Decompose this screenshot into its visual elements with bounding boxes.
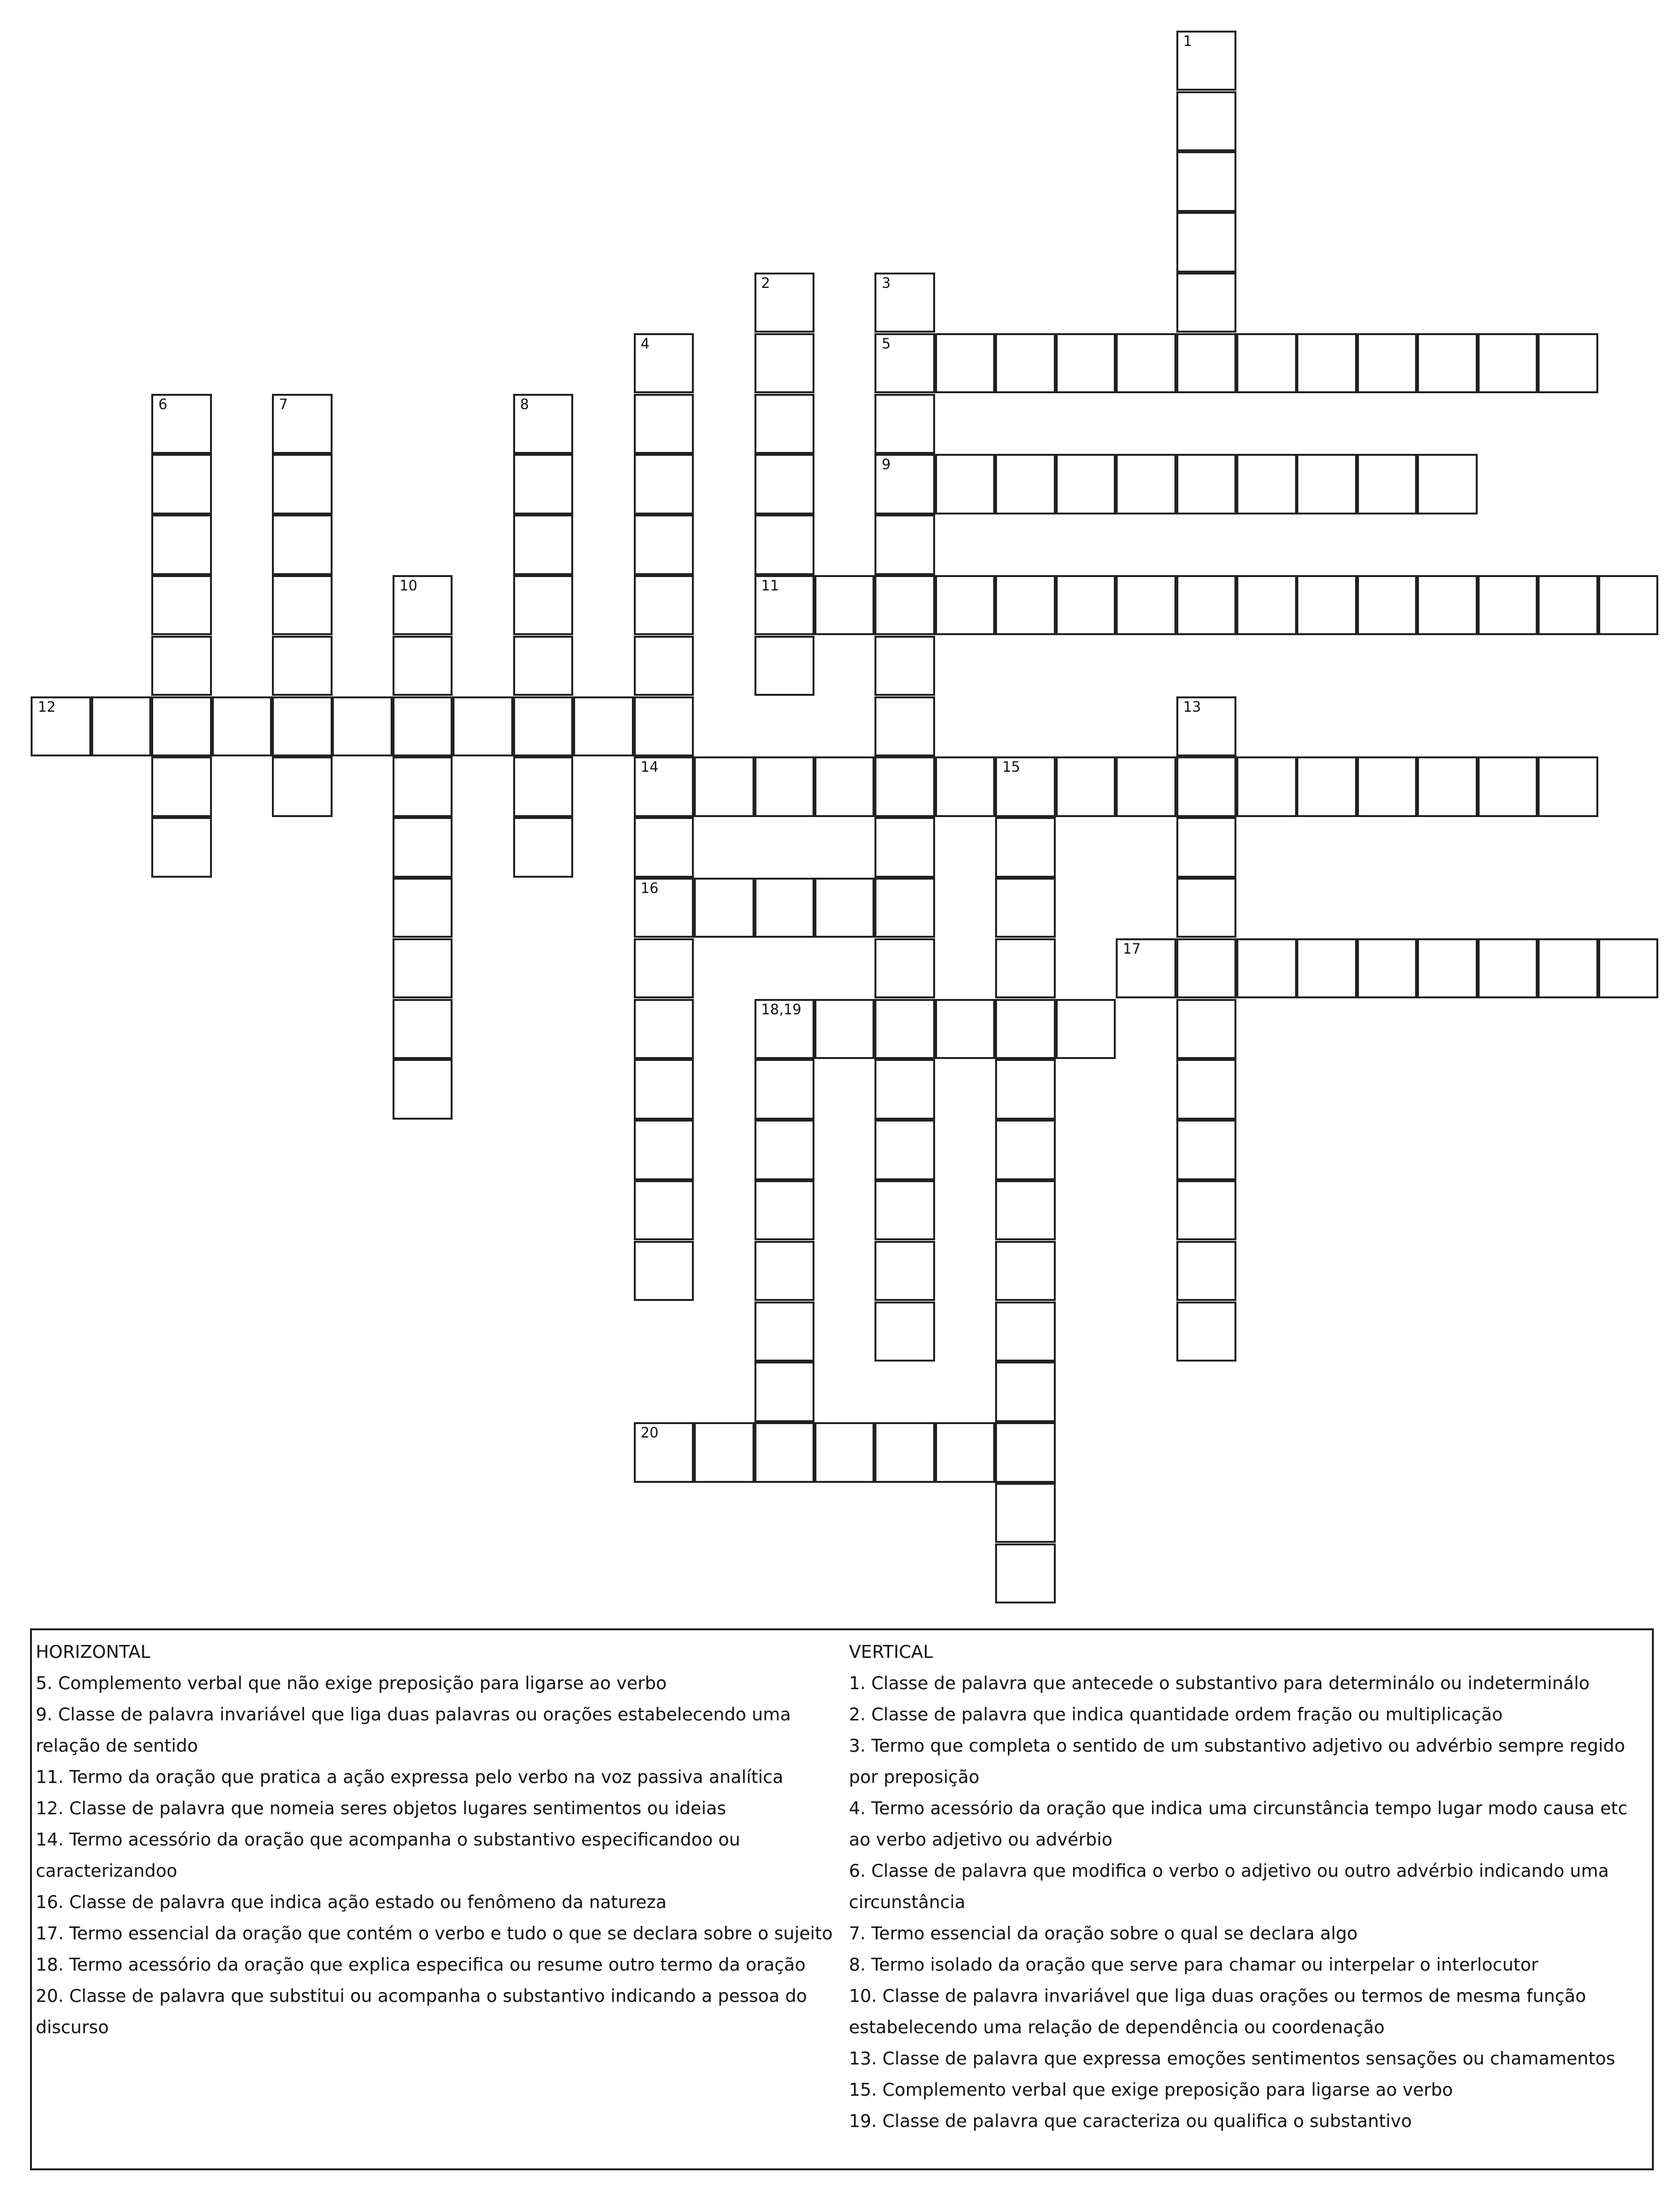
crossword-cell[interactable] xyxy=(1478,756,1538,817)
crossword-cell[interactable] xyxy=(1357,454,1418,514)
crossword-cell[interactable] xyxy=(393,817,453,878)
crossword-cell[interactable] xyxy=(754,1241,815,1302)
crossword-cell[interactable] xyxy=(393,756,453,817)
crossword-cell[interactable] xyxy=(694,1422,754,1483)
crossword-cell-6[interactable] xyxy=(151,394,212,454)
crossword-cell[interactable] xyxy=(874,1180,935,1241)
crossword-cell[interactable] xyxy=(393,1059,453,1120)
crossword-cell[interactable] xyxy=(874,1302,935,1362)
crossword-cell[interactable] xyxy=(874,1059,935,1120)
crossword-cell[interactable] xyxy=(935,1422,996,1483)
crossword-cell[interactable] xyxy=(1296,333,1357,394)
crossword-cell[interactable] xyxy=(634,1241,694,1302)
crossword-cell-4[interactable] xyxy=(634,333,694,394)
crossword-cell[interactable] xyxy=(1176,938,1237,999)
crossword-cell[interactable] xyxy=(1417,333,1478,394)
crossword-cell[interactable] xyxy=(151,575,212,636)
crossword-cell[interactable] xyxy=(1056,454,1116,514)
crossword-cell[interactable] xyxy=(754,1302,815,1362)
crossword-cell[interactable] xyxy=(935,575,996,636)
crossword-cell[interactable] xyxy=(1478,575,1538,636)
crossword-cell[interactable] xyxy=(995,333,1056,394)
crossword-cell[interactable] xyxy=(151,514,212,575)
crossword-cell[interactable] xyxy=(1357,575,1418,636)
crossword-cell[interactable] xyxy=(634,1120,694,1180)
clue-number: 1 xyxy=(1183,33,1192,50)
crossword-cell[interactable] xyxy=(995,1180,1056,1241)
crossword-cell[interactable] xyxy=(874,636,935,696)
crossword-cell[interactable] xyxy=(1116,756,1176,817)
crossword-cell[interactable] xyxy=(151,817,212,878)
crossword-cell[interactable] xyxy=(814,1422,875,1483)
crossword-cell[interactable] xyxy=(151,454,212,514)
crossword-cell[interactable] xyxy=(1236,454,1297,514)
crossword-cell[interactable] xyxy=(212,696,273,757)
crossword-cell[interactable] xyxy=(1538,333,1598,394)
crossword-cell[interactable] xyxy=(453,696,513,757)
horizontal-clues-column xyxy=(36,1637,841,2043)
crossword-cell-18-19[interactable] xyxy=(754,999,815,1060)
crossword-cell-7[interactable] xyxy=(272,394,333,454)
crossword-cell[interactable] xyxy=(1538,756,1598,817)
crossword-cell[interactable] xyxy=(874,1120,935,1180)
crossword-cell[interactable] xyxy=(995,1120,1056,1180)
crossword-cell[interactable] xyxy=(1176,212,1237,273)
horizontal-heading: HORIZONTAL xyxy=(36,1642,151,1662)
clue-number: 5 xyxy=(881,336,891,352)
crossword-cell[interactable] xyxy=(995,1422,1056,1483)
crossword-cell-8[interactable] xyxy=(513,394,574,454)
clue-number: 2 xyxy=(761,275,770,292)
crossword-cell[interactable] xyxy=(814,575,875,636)
vertical-clue-6: 6. Classe de palavra que modifica o verbo o adjetivo ou outro advérbio indicando uma circunstância xyxy=(849,1861,1609,1912)
crossword-cell[interactable] xyxy=(754,1120,815,1180)
crossword-cell[interactable] xyxy=(513,454,574,514)
crossword-cell[interactable] xyxy=(995,1059,1056,1120)
crossword-cell[interactable] xyxy=(1116,575,1176,636)
crossword-cell[interactable] xyxy=(1357,938,1418,999)
horizontal-clue-17: 17. Termo essencial da oração que contém o verbo e tudo o que se declara sobre o sujeito xyxy=(36,1923,833,1944)
crossword-cell-2[interactable] xyxy=(754,273,815,333)
crossword-cell[interactable] xyxy=(272,636,333,696)
crossword-cell-5[interactable] xyxy=(874,333,935,394)
crossword-cell[interactable] xyxy=(874,938,935,999)
vertical-heading: VERTICAL xyxy=(849,1642,933,1662)
crossword-cell[interactable] xyxy=(1236,333,1297,394)
vertical-clue-3: 3. Termo que completa o sentido de um substantivo adjetivo ou advérbio sempre regido por preposição xyxy=(849,1736,1625,1787)
crossword-cell[interactable] xyxy=(754,333,815,394)
crossword-cell[interactable] xyxy=(1176,273,1237,333)
horizontal-clue-16: 16. Classe de palavra que indica ação estado ou fenômeno da natureza xyxy=(36,1892,667,1912)
clue-number: 13 xyxy=(1183,699,1201,716)
crossword-cell[interactable] xyxy=(1056,575,1116,636)
crossword-cell[interactable] xyxy=(1176,878,1237,938)
crossword-cell[interactable] xyxy=(935,454,996,514)
crossword-cell[interactable] xyxy=(634,696,694,757)
crossword-cell[interactable] xyxy=(814,878,875,938)
crossword-cell[interactable] xyxy=(1538,575,1598,636)
crossword-cell[interactable] xyxy=(1116,333,1176,394)
vertical-clue-7: 7. Termo essencial da oração sobre o qual se declara algo xyxy=(849,1923,1358,1944)
crossword-cell[interactable] xyxy=(634,575,694,636)
crossword-cell-20[interactable] xyxy=(634,1422,694,1483)
crossword-cell[interactable] xyxy=(995,575,1056,636)
crossword-cell[interactable] xyxy=(1478,938,1538,999)
vertical-clue-15: 15. Complemento verbal que exige preposição para ligarse ao verbo xyxy=(849,2080,1453,2100)
crossword-cell[interactable] xyxy=(1296,575,1357,636)
crossword-cell[interactable] xyxy=(634,938,694,999)
crossword-cell[interactable] xyxy=(754,1180,815,1241)
crossword-cell[interactable] xyxy=(874,878,935,938)
crossword-cell[interactable] xyxy=(1176,151,1237,212)
crossword-cell[interactable] xyxy=(1236,938,1297,999)
crossword-cell-11[interactable] xyxy=(754,575,815,636)
crossword-cell[interactable] xyxy=(272,756,333,817)
crossword-cell[interactable] xyxy=(1176,1302,1237,1362)
crossword-cell[interactable] xyxy=(1598,575,1659,636)
crossword-cell[interactable] xyxy=(393,636,453,696)
crossword-cell[interactable] xyxy=(1236,756,1297,817)
crossword-cell[interactable] xyxy=(995,1241,1056,1302)
crossword-cell[interactable] xyxy=(754,514,815,575)
crossword-cell-10[interactable] xyxy=(393,575,453,636)
crossword-cell[interactable] xyxy=(1176,1059,1237,1120)
vertical-clue-10: 10. Classe de palavra invariável que liga duas orações ou termos de mesma função estabelecendo uma relação de dependência ou coordenação xyxy=(849,1986,1586,2038)
crossword-cell[interactable] xyxy=(995,1543,1056,1604)
clue-number: 10 xyxy=(399,578,417,594)
crossword-cell[interactable] xyxy=(754,1422,815,1483)
crossword-cell[interactable] xyxy=(393,696,453,757)
crossword-cell[interactable] xyxy=(393,999,453,1060)
crossword-cell[interactable] xyxy=(814,999,875,1060)
clue-number: 20 xyxy=(640,1425,659,1442)
horizontal-clue-18: 18. Termo acessório da oração que explica especifica ou resume outro termo da oração xyxy=(36,1955,806,1975)
crossword-cell[interactable] xyxy=(995,938,1056,999)
vertical-clue-8: 8. Termo isolado da oração que serve para chamar ou interpelar o interlocutor xyxy=(849,1955,1538,1975)
crossword-cell[interactable] xyxy=(1538,938,1598,999)
crossword-cell[interactable] xyxy=(634,1180,694,1241)
crossword-cell[interactable] xyxy=(1176,1120,1237,1180)
crossword-cell[interactable] xyxy=(634,454,694,514)
clue-number: 6 xyxy=(158,396,168,413)
crossword-cell[interactable] xyxy=(91,696,152,757)
clue-number: 12 xyxy=(38,699,56,716)
crossword-cell[interactable] xyxy=(995,1302,1056,1362)
vertical-clue-19: 19. Classe de palavra que caracteriza ou qualifica o substantivo xyxy=(849,2111,1412,2131)
crossword-cell[interactable] xyxy=(513,636,574,696)
vertical-clues-column xyxy=(849,1637,1651,2137)
crossword-cell-3[interactable] xyxy=(874,273,935,333)
clue-number: 7 xyxy=(279,396,288,413)
crossword-cell[interactable] xyxy=(1056,333,1116,394)
crossword-cell[interactable] xyxy=(272,696,333,757)
crossword-cell[interactable] xyxy=(1598,938,1659,999)
clue-number: 18,19 xyxy=(761,1002,802,1018)
crossword-cell[interactable] xyxy=(754,756,815,817)
clue-number: 16 xyxy=(640,880,659,897)
clue-number: 14 xyxy=(640,760,659,776)
crossword-cell[interactable] xyxy=(995,817,1056,878)
crossword-cell[interactable] xyxy=(874,999,935,1060)
crossword-cell[interactable] xyxy=(754,878,815,938)
crossword-cell-13[interactable] xyxy=(1176,696,1237,757)
crossword-cell[interactable] xyxy=(754,1059,815,1120)
crossword-cell[interactable] xyxy=(935,756,996,817)
crossword-cell[interactable] xyxy=(151,756,212,817)
crossword-cell[interactable] xyxy=(1056,756,1116,817)
crossword-cell-12[interactable] xyxy=(31,696,91,757)
horizontal-clue-14: 14. Termo acessório da oração que acompanha o substantivo especificandoo ou caracterizandoo xyxy=(36,1829,740,1881)
crossword-cell[interactable] xyxy=(1417,575,1478,636)
crossword-cell[interactable] xyxy=(754,454,815,514)
crossword-cell[interactable] xyxy=(1417,454,1478,514)
clues-panel xyxy=(30,1628,1654,2170)
crossword-cell-16[interactable] xyxy=(634,878,694,938)
crossword-cell[interactable] xyxy=(634,394,694,454)
crossword-cell[interactable] xyxy=(1176,1180,1237,1241)
crossword-cell[interactable] xyxy=(1296,454,1357,514)
crossword-cell[interactable] xyxy=(995,999,1056,1060)
crossword-cell[interactable] xyxy=(754,1362,815,1422)
crossword-cell[interactable] xyxy=(634,514,694,575)
crossword-cell-9[interactable] xyxy=(874,454,935,514)
crossword-cell[interactable] xyxy=(874,1241,935,1302)
crossword-cell[interactable] xyxy=(694,756,754,817)
crossword-cell[interactable] xyxy=(874,696,935,757)
crossword-cell[interactable] xyxy=(634,817,694,878)
crossword-cell[interactable] xyxy=(151,636,212,696)
crossword-cell[interactable] xyxy=(1176,454,1237,514)
vertical-clue-4: 4. Termo acessório da oração que indica uma circunstância tempo lugar modo causa etc ao verbo adjetivo ou advérbio xyxy=(849,1798,1628,1850)
crossword-cell[interactable] xyxy=(272,514,333,575)
crossword-cell[interactable] xyxy=(995,1362,1056,1422)
crossword-cell[interactable] xyxy=(151,696,212,757)
crossword-cell[interactable] xyxy=(634,999,694,1060)
crossword-cell[interactable] xyxy=(874,1422,935,1483)
vertical-clue-13: 13. Classe de palavra que expressa emoções sentimentos sensações ou chamamentos xyxy=(849,2048,1616,2069)
crossword-cell[interactable] xyxy=(694,878,754,938)
crossword-cell[interactable] xyxy=(1417,938,1478,999)
crossword-cell[interactable] xyxy=(513,514,574,575)
crossword-cell[interactable] xyxy=(754,636,815,696)
crossword-cell-15[interactable] xyxy=(995,756,1056,817)
crossword-cell[interactable] xyxy=(272,454,333,514)
crossword-cell[interactable] xyxy=(1176,333,1237,394)
crossword-cell[interactable] xyxy=(1176,756,1237,817)
crossword-cell[interactable] xyxy=(754,394,815,454)
crossword-cell[interactable] xyxy=(513,756,574,817)
vertical-clue-1: 1. Classe de palavra que antecede o substantivo para determinálo ou indeterminálo xyxy=(849,1673,1590,1693)
crossword-cell[interactable] xyxy=(874,394,935,454)
crossword-cell-17[interactable] xyxy=(1116,938,1176,999)
crossword-cell[interactable] xyxy=(874,575,935,636)
crossword-cell[interactable] xyxy=(995,454,1056,514)
crossword-cell[interactable] xyxy=(1176,575,1237,636)
crossword-cell[interactable] xyxy=(634,636,694,696)
crossword-cell[interactable] xyxy=(634,1059,694,1120)
horizontal-clue-9: 9. Classe de palavra invariável que liga duas palavras ou orações estabelecendo uma relação de sentido xyxy=(36,1704,791,1756)
crossword-cell[interactable] xyxy=(272,575,333,636)
horizontal-clue-11: 11. Termo da oração que pratica a ação expressa pelo verbo na voz passiva analítica xyxy=(36,1767,784,1787)
clue-number: 3 xyxy=(881,275,891,292)
clue-number: 9 xyxy=(881,457,891,474)
crossword-cell[interactable] xyxy=(1176,91,1237,152)
crossword-cell[interactable] xyxy=(393,878,453,938)
crossword-cell-1[interactable] xyxy=(1176,31,1237,91)
clue-number: 15 xyxy=(1002,760,1021,776)
crossword-cell[interactable] xyxy=(1056,999,1116,1060)
crossword-cell[interactable] xyxy=(935,333,996,394)
crossword-cell[interactable] xyxy=(513,817,574,878)
crossword-cell[interactable] xyxy=(513,696,574,757)
crossword-cell[interactable] xyxy=(995,1483,1056,1543)
crossword-cell[interactable] xyxy=(1478,333,1538,394)
clue-number: 11 xyxy=(761,578,779,594)
crossword-cell[interactable] xyxy=(393,938,453,999)
crossword-cell[interactable] xyxy=(814,756,875,817)
crossword-cell[interactable] xyxy=(1357,333,1418,394)
clue-number: 4 xyxy=(640,336,650,352)
crossword-cell[interactable] xyxy=(1176,817,1237,878)
crossword-cell[interactable] xyxy=(1417,756,1478,817)
clue-number: 8 xyxy=(520,396,529,413)
vertical-clue-2: 2. Classe de palavra que indica quantidade ordem fração ou multiplicação xyxy=(849,1704,1503,1725)
crossword-cell[interactable] xyxy=(573,696,634,757)
crossword-cell[interactable] xyxy=(1296,756,1357,817)
clue-number: 17 xyxy=(1123,941,1141,957)
crossword-cell[interactable] xyxy=(1236,575,1297,636)
crossword-cell[interactable] xyxy=(1176,1241,1237,1302)
crossword-cell[interactable] xyxy=(874,817,935,878)
crossword-cell[interactable] xyxy=(332,696,393,757)
crossword-cell[interactable] xyxy=(1357,756,1418,817)
crossword-cell[interactable] xyxy=(935,999,996,1060)
crossword-cell-14[interactable] xyxy=(634,756,694,817)
horizontal-clue-20: 20. Classe de palavra que substitui ou acompanha o substantivo indicando a pessoa do discurso xyxy=(36,1986,807,2038)
crossword-cell[interactable] xyxy=(1116,454,1176,514)
crossword-cell[interactable] xyxy=(995,878,1056,938)
horizontal-clue-12: 12. Classe de palavra que nomeia seres objetos lugares sentimentos ou ideias xyxy=(36,1798,726,1819)
crossword-cell[interactable] xyxy=(874,514,935,575)
crossword-cell[interactable] xyxy=(513,575,574,636)
crossword-cell[interactable] xyxy=(1176,999,1237,1060)
crossword-cell[interactable] xyxy=(874,756,935,817)
horizontal-clue-5: 5. Complemento verbal que não exige preposição para ligarse ao verbo xyxy=(36,1673,667,1693)
crossword-cell[interactable] xyxy=(1296,938,1357,999)
